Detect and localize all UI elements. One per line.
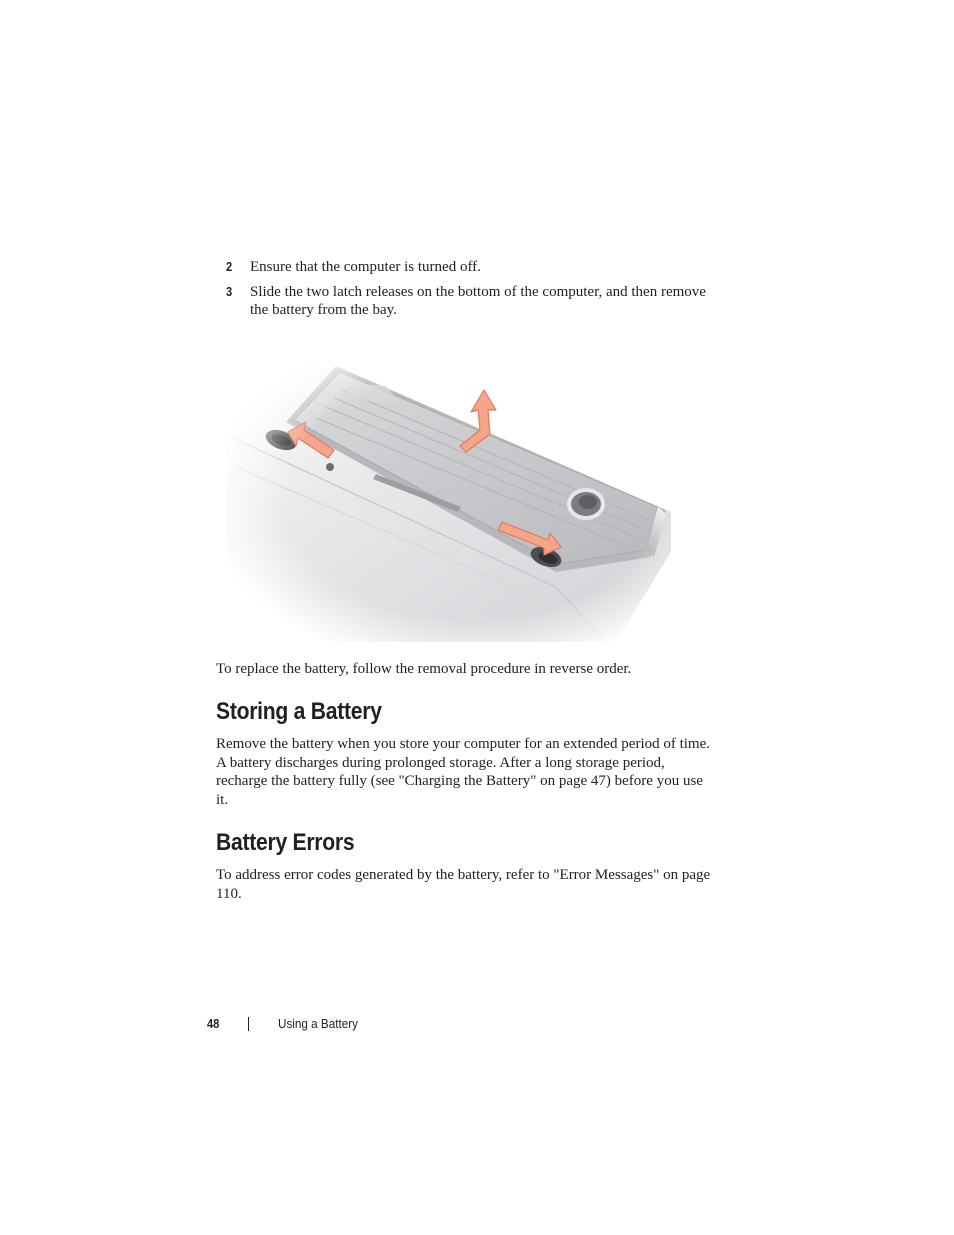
step-item	[226, 283, 706, 319]
page-number: 48	[207, 1016, 220, 1031]
battery-removal-illustration	[226, 352, 672, 642]
step-number: 3	[226, 284, 233, 299]
section-heading-storing: Storing a Battery	[216, 698, 382, 725]
footer-separator	[248, 1017, 249, 1031]
running-title: Using a Battery	[278, 1016, 358, 1031]
step-text: Ensure that the computer is turned off.	[250, 259, 481, 275]
section-heading-errors: Battery Errors	[216, 829, 355, 856]
replace-instructions: To replace the battery, follow the removal procedure in reverse order.	[216, 661, 632, 677]
procedure-steps	[226, 258, 706, 326]
step-number: 2	[226, 259, 233, 274]
section-body-storing: Remove the battery when you store your computer for an extended period of time. A battery discharges during prolonged storage. After a long storage period, recharge the battery fully (see "Charging the Battery" on page 47) before you use it.	[216, 736, 711, 808]
step-text: Slide the two latch releases on the bottom of the computer, and then remove the battery from the bay.	[250, 284, 706, 318]
step-item	[226, 258, 706, 276]
section-body-errors: To address error codes generated by the battery, refer to "Error Messages" on page 110.	[216, 867, 711, 902]
